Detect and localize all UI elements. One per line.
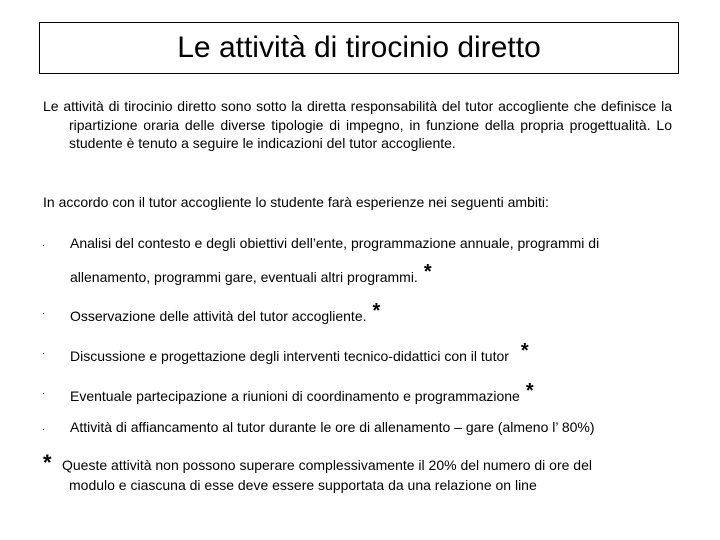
list-item-text: Attività di affiancamento al tutor durante le ore di allenamento – gare (almeno l’ 80%) <box>70 419 595 435</box>
footnote <box>43 450 672 495</box>
asterisk-mark: * <box>372 300 381 322</box>
page-title: Le attività di tirocinio diretto <box>177 31 541 64</box>
bullet-dot: · <box>42 308 46 319</box>
asterisk-mark: * <box>520 340 529 362</box>
footnote-line-2: modulo e ciascuna di esse deve essere supportata da una relazione on line <box>69 477 537 493</box>
intro-paragraph: Le attività di tirocinio diretto sono sotto la diretta responsabilità del tutor accogliente che definisce la ripartizione oraria delle diverse tipologie di impegno, in funzione della propria progettualità. Lo studente è tenuto a seguire le indicazioni del tutor accogliente. <box>43 98 672 151</box>
footnote-line-1: Queste attività non possono superare complessivamente il 20% del numero di ore del <box>62 457 592 473</box>
asterisk-mark: * <box>525 380 534 402</box>
asterisk-mark: * <box>423 261 432 283</box>
title-box <box>39 22 679 74</box>
list-item-text: Eventuale partecipazione a riunioni di coordinamento e programmazione * <box>70 380 534 404</box>
bullet-dot: · <box>42 348 46 359</box>
bullet-dot: · <box>42 240 46 251</box>
bullet-dot: · <box>42 424 46 435</box>
lead-paragraph: In accordo con il tutor accogliente lo studente farà esperienze nei seguenti ambiti: <box>43 194 549 210</box>
list-item-text: Discussione e progettazione degli interventi tecnico-didattici con il tutor * <box>70 340 529 364</box>
bullet-dot: · <box>42 388 46 399</box>
footnote-asterisk: * <box>43 450 52 475</box>
list-item-text: Osservazione delle attività del tutor accogliente. * <box>70 300 381 324</box>
list-item-text: Analisi del contesto e degli obiettivi dell’ente, programmazione annuale, programmi di allenamento, programmi gare, eventuali altri programmi. * <box>70 235 600 285</box>
